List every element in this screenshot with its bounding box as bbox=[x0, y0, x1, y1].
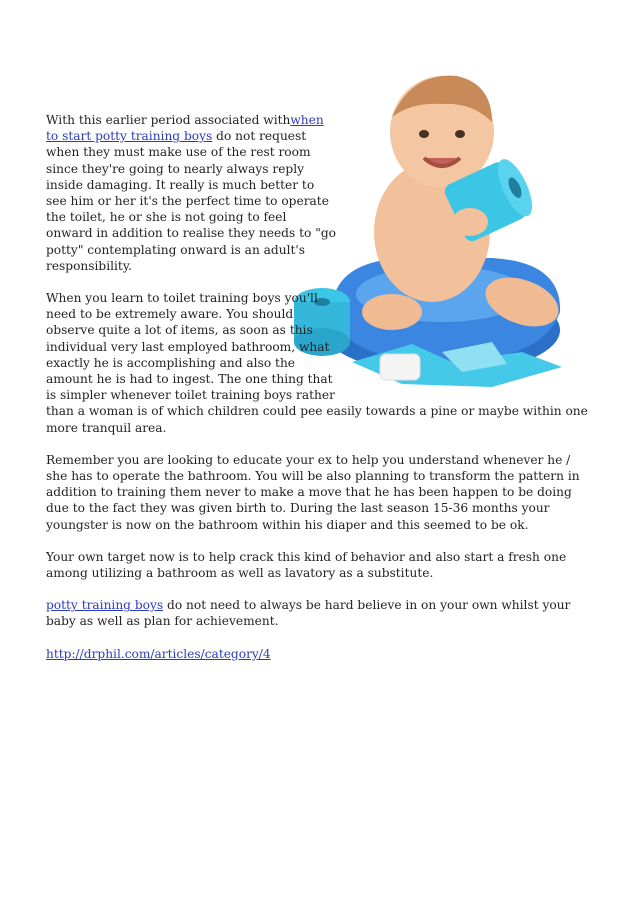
paragraph-6 bbox=[46, 646, 594, 662]
paragraph-5-text: do not need to always be hard believe in on your own whilst your baby as well as plan for achievement. bbox=[46, 598, 571, 629]
paragraph-5 bbox=[46, 597, 594, 629]
paragraph-1-text-start: With this earlier period associated with bbox=[46, 113, 291, 127]
drphil-articles-link[interactable]: http://drphil.com/articles/category/4 bbox=[46, 646, 271, 661]
paragraph-4: Your own target now is to help crack this kind of behavior and also start a fresh one among utilizing a bathroom as well as lavatory as a substitute. bbox=[46, 549, 567, 581]
photo-wrap-spacer bbox=[336, 112, 594, 390]
when-to-start-potty-training-link[interactable]: when to start potty training boys bbox=[46, 113, 324, 144]
paragraph-1-text-end: do not request when they must make use of the rest room since they're going to nearly always reply inside damaging. It really is much better to see him or her it's the perfect time to operate the toilet, he or she is not going to feel onward in addition to realise they needs to "go potty" contemplating onward is an adult's responsibility. bbox=[46, 129, 336, 273]
paragraph-3: Remember you are looking to educate your ex to help you understand whenever he / she has to operate the bathroom. You will be also planning to transform the pattern in addition to training them never to make a move that he has been happen to be doing due to the fact they was given birth to. During the last season 15-36 months your youngster is now on the bathroom within his diaper and this seemed to be ok. bbox=[46, 452, 580, 532]
article-body bbox=[46, 112, 594, 678]
paragraph-2: When you learn to toilet training boys you'll need to be extremely aware. You should observe quite a lot of items, as soon as this individual very last employed bathroom, what exactly he is accomplishing and also the amount he is had to ingest. The one thing that is simpler whenever toilet training boys rather than a woman is of which children could pee easily towards a pine or maybe within one more tranquil area. bbox=[46, 291, 588, 435]
potty-training-boys-link[interactable]: potty training boys bbox=[46, 598, 164, 613]
